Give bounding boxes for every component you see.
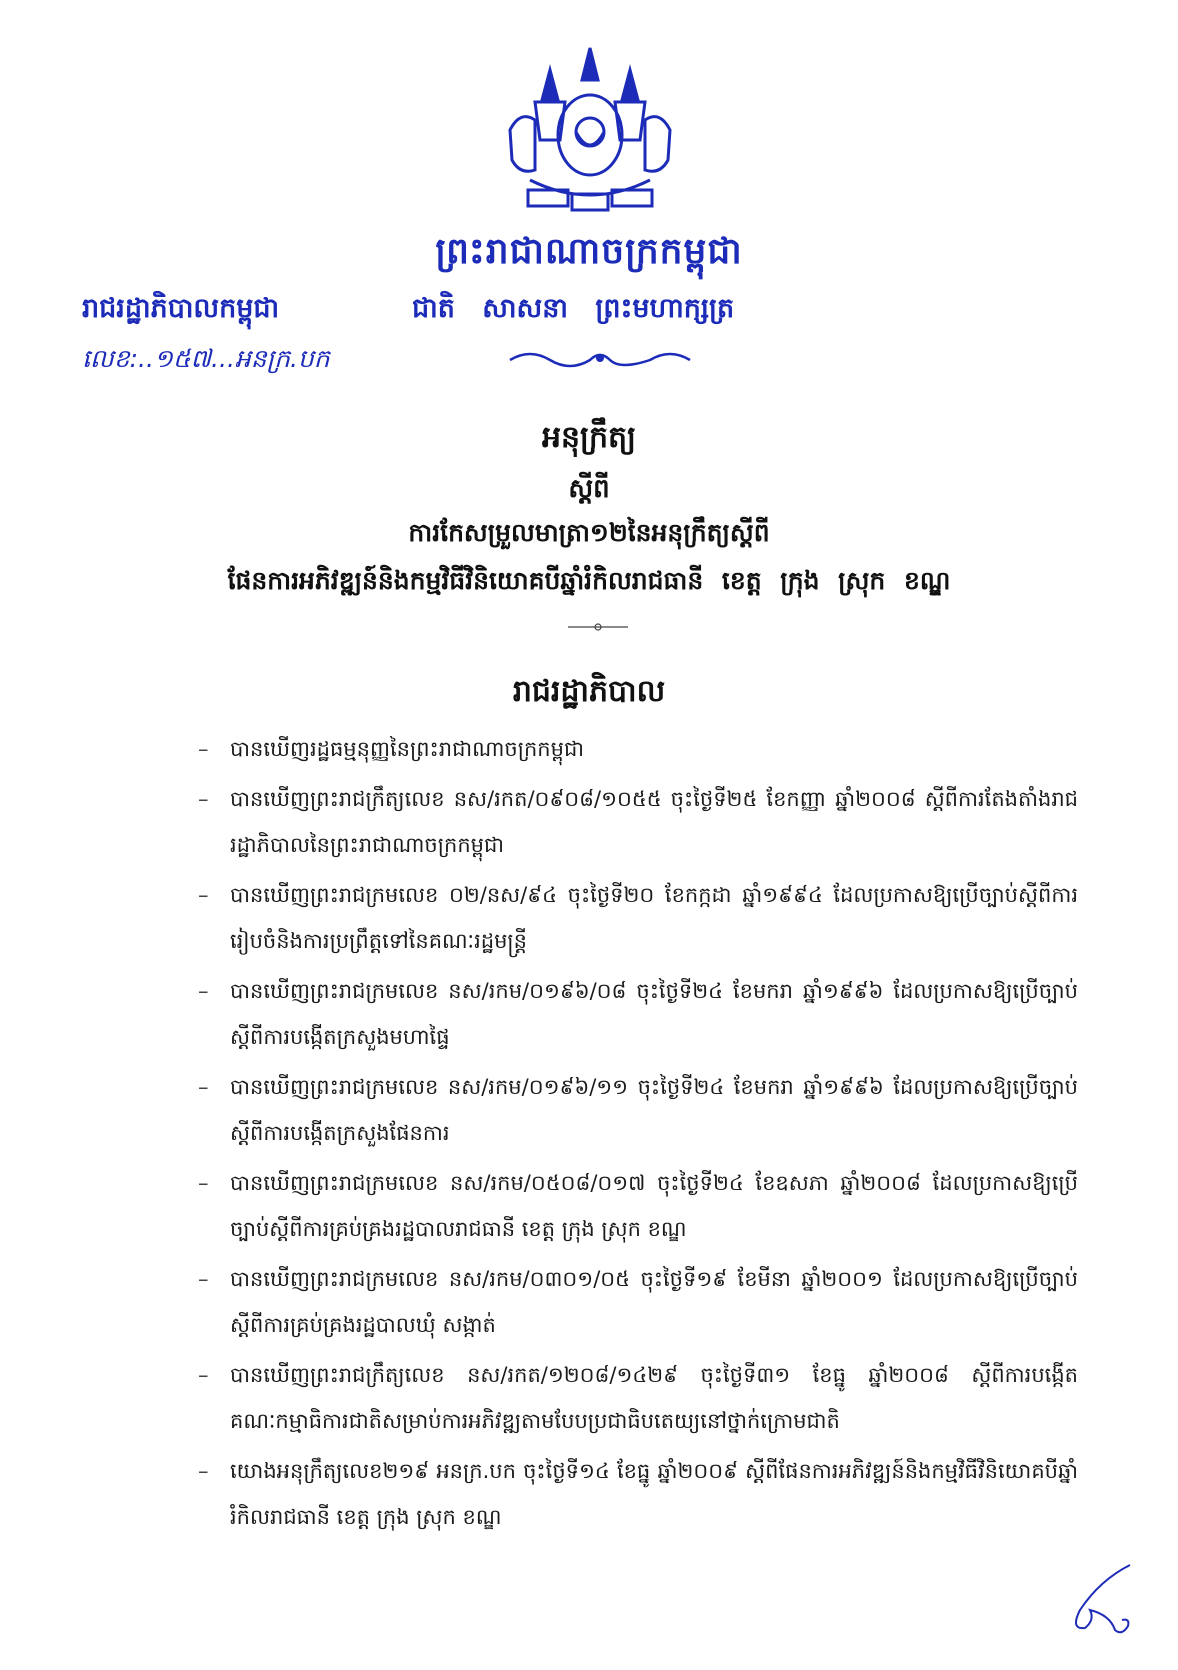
recital-text: បានឃើញព្រះរាជក្រមលេខ នស/រកម/០៥០៨/០១៧ ចុះថ្ងៃទី២៤ ខែឧសភា ឆ្នាំ២០០៨ ដែលប្រកាសឱ្យប្រើច្បាប់ស្តីពីការគ្រប់គ្រងរដ្ឋបាលរាជធានី ខេត្ត ក្រុង ស្រុក ខណ្ឌ (230, 1171, 1078, 1241)
subject-line-1: ការកែសម្រួលមាត្រា១២នៃអនុក្រឹត្យស្តីពី (408, 518, 770, 547)
reference-number: លេខ:..១៥៧...អនក្រ.បក (82, 344, 330, 373)
list-item (178, 1256, 1078, 1348)
dash-bullet: – (198, 787, 209, 811)
list-item (178, 1352, 1078, 1444)
list-item (178, 1448, 1078, 1540)
recital-text: បានឃើញរដ្ឋធម្មនុញ្ញនៃព្រះរាជាណាចក្រកម្ពុជា (230, 737, 584, 761)
list-item (178, 776, 1078, 868)
recital-text: បានឃើញព្រះរាជក្រឹត្យលេខ នស/រកត/០៩០៨/១០៥៥ ចុះថ្ងៃទី២៥ ខែកញ្ញា ឆ្នាំ២០០៨ ស្តីពីការតែងតាំងរាជរដ្ឋាភិបាលនៃព្រះរាជាណាចក្រកម្ពុជា (230, 787, 1078, 857)
issuing-body-heading: រាជរដ្ឋាភិបាល (512, 674, 666, 709)
dash-bullet: – (198, 979, 209, 1003)
kingdom-title: ព្រះរាជាណាចក្រកម្ពុជា (435, 231, 743, 272)
dash-bullet: – (198, 1267, 209, 1291)
royal-arms-emblem-icon (490, 40, 690, 230)
section-divider (568, 622, 628, 632)
decorative-flourish-icon (500, 346, 700, 370)
document-type: អនុក្រឹត្យ (541, 420, 637, 455)
dash-bullet: – (198, 1075, 209, 1099)
list-item (178, 1064, 1078, 1156)
recital-text: បានឃើញព្រះរាជក្រមលេខ ០២/នស/៩៤ ចុះថ្ងៃទី២០ ខែកក្កដា ឆ្នាំ១៩៩៤ ដែលប្រកាសឱ្យប្រើច្បាប់ស្តីពីការរៀបចំនិងការប្រព្រឹត្តទៅនៃគណៈរដ្ឋមន្ត្រី (230, 883, 1078, 953)
about-label: ស្តីពី (568, 474, 610, 504)
dash-bullet: – (198, 1171, 209, 1195)
list-item (178, 726, 1078, 772)
dash-bullet: – (198, 1363, 209, 1387)
recital-text: បានឃើញព្រះរាជក្រឹត្យលេខ នស/រកត/១២០៨/១៤២៩ ចុះថ្ងៃទី៣១ ខែធ្នូ ឆ្នាំ២០០៨ ស្តីពីការបង្កើតគណៈកម្មាធិការជាតិសម្រាប់ការអភិវឌ្ឍតាមបែបប្រជាធិបតេយ្យនៅថ្នាក់ក្រោមជាតិ (230, 1363, 1078, 1433)
subject-line-2: ផែនការអភិវឌ្ឍន៍និងកម្មវិធីវិនិយោគបីឆ្នាំរំកិលរាជធានី ខេត្ត ក្រុង ស្រុក ខណ្ឌ (227, 566, 951, 595)
list-item (178, 1160, 1078, 1252)
recital-text: បានឃើញព្រះរាជក្រមលេខ នស/រកម/០១៩៦/០៨ ចុះថ្ងៃទី២៤ ខែមករា ឆ្នាំ១៩៩៦ ដែលប្រកាសឱ្យប្រើច្បាប់ស្តីពីការបង្កើតក្រសួងមហាផ្ទៃ (230, 979, 1078, 1049)
dash-bullet: – (198, 737, 209, 761)
recitals-list (178, 726, 1078, 1544)
dash-bullet: – (198, 883, 209, 907)
national-motto: ជាតិ សាសនា ព្រះមហាក្សត្រ (412, 293, 735, 324)
dash-bullet: – (198, 1459, 209, 1483)
recital-text: យោងអនុក្រឹត្យលេខ២១៩ អនក្រ.បក ចុះថ្ងៃទី១៤ ខែធ្នូ ឆ្នាំ២០០៩ ស្តីពីផែនការអភិវឌ្ឍន៍និងកម្មវិធីវិនិយោគបីឆ្នាំរំកិលរាជធានី ខេត្ត ក្រុង ស្រុក ខណ្ឌ (230, 1459, 1078, 1529)
list-item (178, 872, 1078, 964)
list-item (178, 968, 1078, 1060)
government-name: រាជរដ្ឋាភិបាលកម្ពុជា (82, 293, 280, 324)
handwritten-initial-icon (1060, 1560, 1150, 1640)
recital-text: បានឃើញព្រះរាជក្រមលេខ នស/រកម/០៣០១/០៥ ចុះថ្ងៃទី១៩ ខែមីនា ឆ្នាំ២០០១ ដែលប្រកាសឱ្យប្រើច្បាប់ស្តីពីការគ្រប់គ្រងរដ្ឋបាលឃុំ សង្កាត់ (230, 1267, 1078, 1337)
recital-text: បានឃើញព្រះរាជក្រមលេខ នស/រកម/០១៩៦/១១ ចុះថ្ងៃទី២៤ ខែមករា ឆ្នាំ១៩៩៦ ដែលប្រកាសឱ្យប្រើច្បាប់ស្តីពីការបង្កើតក្រសួងផែនការ (230, 1075, 1078, 1145)
